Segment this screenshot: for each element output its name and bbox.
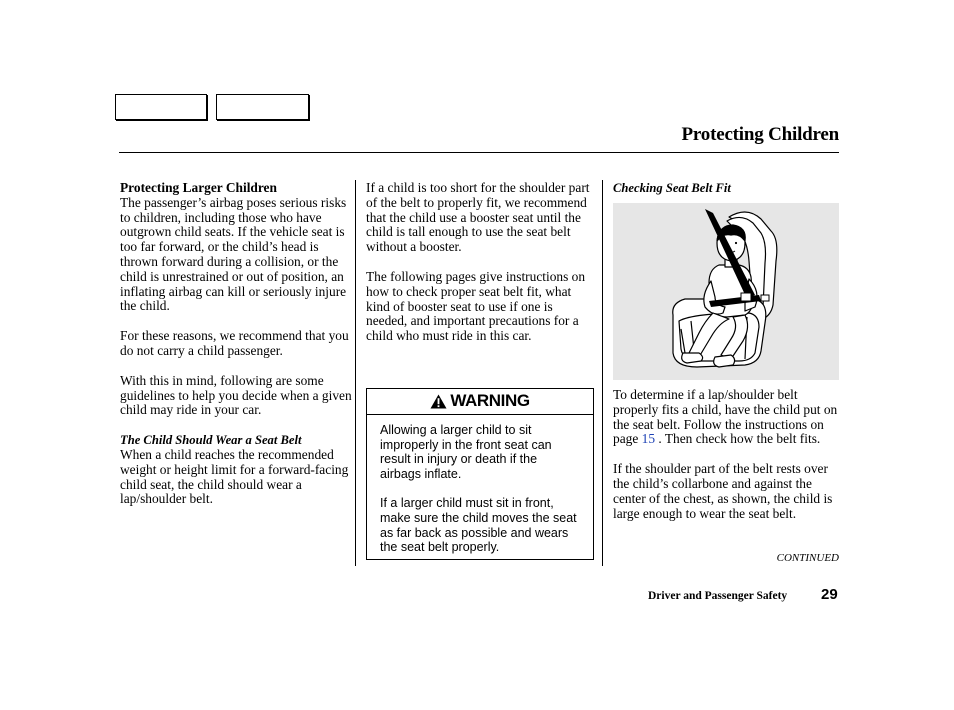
- nav-button-1[interactable]: [115, 94, 207, 120]
- footer-section-title: Driver and Passenger Safety: [648, 590, 788, 602]
- column-divider-2: [602, 180, 603, 566]
- paragraph: If a child is too short for the shoulder part of the belt to properly fit, we recommend that the child use a booster seat until the child is tall enough to use the seat belt without a booster.: [366, 180, 590, 255]
- paragraph: [613, 388, 841, 447]
- subsection-heading: The Child Should Wear a Seat Belt: [120, 433, 302, 448]
- paragraph-text: . Then check how the belt fits.: [655, 431, 821, 447]
- column-divider-1: [355, 180, 356, 566]
- subsection-heading: Checking Seat Belt Fit: [613, 181, 731, 195]
- page-title: Protecting Children: [681, 124, 839, 145]
- child-seat-drawing: [613, 203, 839, 380]
- paragraph: When a child reaches the recommended weight or height limit for a forward-facing child seat, the child should wear a lap/shoulder belt.: [120, 446, 349, 507]
- warning-label: WARNING: [450, 391, 530, 410]
- paragraph-text: To determine if a lap/shoulder belt properly fits a child, have the child put on the seat belt. Follow the instructions on page: [613, 387, 838, 447]
- continued-label: CONTINUED: [776, 552, 839, 564]
- title-rule: [119, 152, 839, 153]
- warning-text: [367, 415, 593, 555]
- warning-header: [367, 391, 593, 411]
- warning-triangle-icon: [430, 394, 447, 409]
- column-3: [613, 181, 841, 521]
- warning-box: [366, 388, 594, 560]
- nav-button-2[interactable]: [216, 94, 309, 120]
- column-1: [120, 181, 352, 507]
- child-in-seat-illustration: [613, 203, 839, 380]
- warning-paragraph: If a larger child must sit in front, make sure the child moves the seat as far back as possible and wears the seat belt properly.: [380, 496, 577, 555]
- paragraph: The passenger’s airbag poses serious risks to children, including those who have outgrown child seats. If the vehicle seat is too far forward, or the child’s head is thrown forward during a collision, or the child is unrestrained or out of position, an inflating airbag can kill or seriously injure the child.: [120, 194, 347, 314]
- section-heading: Protecting Larger Children: [120, 180, 277, 195]
- page-link[interactable]: 15: [641, 431, 656, 447]
- paragraph: For these reasons, we recommend that you do not carry a child passenger.: [120, 328, 349, 358]
- paragraph: With this in mind, following are some guidelines to help you decide when a given child may ride in your car.: [120, 372, 352, 418]
- paragraph: The following pages give instructions on how to check proper seat belt fit, what kind of booster seat to use if one is needed, and important precautions for a child who must ride in this car.: [366, 268, 586, 344]
- column-3-text: [613, 388, 841, 521]
- page-number: 29: [821, 586, 838, 603]
- column-2: [366, 181, 596, 359]
- paragraph: If the shoulder part of the belt rests over the child’s collarbone and against the center of the chest, as shown, the child is large enough to wear the seat belt.: [613, 461, 833, 521]
- warning-paragraph: Allowing a larger child to sit improperly in the front seat can result in injury or death if the airbags inflate.: [380, 423, 552, 481]
